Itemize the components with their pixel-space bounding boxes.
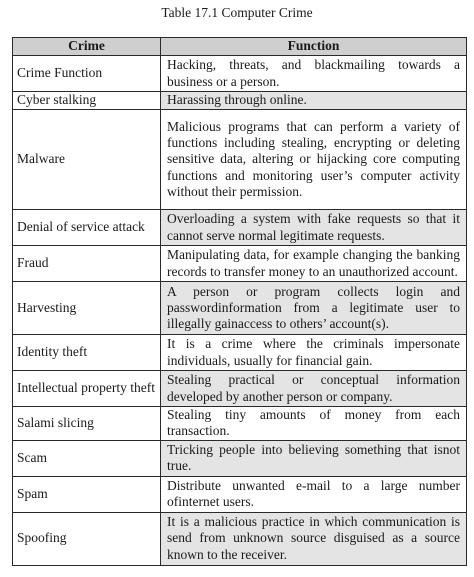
crime-cell: Salami slicing [13, 407, 161, 441]
table-row [13, 56, 467, 92]
function-cell: Distribute unwanted e-mail to a large number ofinternet users. [161, 476, 467, 512]
column-header-function: Function [161, 38, 467, 56]
crime-cell: Harvesting [13, 282, 161, 335]
table-row [13, 476, 467, 512]
table-row [13, 407, 467, 441]
header-row [13, 38, 467, 56]
crime-cell: Identity theft [13, 335, 161, 371]
table-row [13, 210, 467, 246]
table-row [13, 92, 467, 110]
crime-cell: Crime Function [13, 56, 161, 92]
function-cell: Stealing tiny amounts of money from each transaction. [161, 407, 467, 441]
table-row [13, 335, 467, 371]
table-row [13, 440, 467, 476]
function-cell: Manipulating data, for example changing the banking records to transfer money to an unauthorized account. [161, 246, 467, 282]
function-cell: Tricking people into believing something that isnot true. [161, 440, 467, 476]
function-cell: It is a crime where the criminals impersonate individuals, usually for financial gain. [161, 335, 467, 371]
crime-cell: Intellectual property theft [13, 371, 161, 407]
function-cell: Malicious programs that can perform a variety of functions including stealing, encrypting or deleting sensitive data, altering or hijacking core computing functions and monitoring user’s computer activity without their permission. [161, 110, 467, 210]
table-row [13, 282, 467, 335]
table-row [13, 512, 467, 565]
column-header-crime: Crime [13, 38, 161, 56]
crime-cell: Spam [13, 476, 161, 512]
crime-cell: Scam [13, 440, 161, 476]
table-row [13, 371, 467, 407]
crime-cell: Denial of service attack [13, 210, 161, 246]
function-cell: It is a malicious practice in which communication is send from unknown source disguised as a source known to the receiver. [161, 512, 467, 565]
table-row [13, 110, 467, 210]
crime-cell: Fraud [13, 246, 161, 282]
crime-cell: Malware [13, 110, 161, 210]
function-cell: Hacking, threats, and blackmailing towards a business or a person. [161, 56, 467, 92]
function-cell: Harassing through online. [161, 92, 467, 110]
crime-cell: Cyber stalking [13, 92, 161, 110]
crime-cell: Spoofing [13, 512, 161, 565]
function-cell: A person or program collects login and passwordinformation from a legitimate user to illegally gainaccess to others’ account(s). [161, 282, 467, 335]
computer-crime-table [12, 37, 467, 566]
table-row [13, 246, 467, 282]
function-cell: Overloading a system with fake requests so that it cannot serve normal legitimate requests. [161, 210, 467, 246]
table-caption: Table 17.1 Computer Crime [161, 5, 313, 20]
function-cell: Stealing practical or conceptual information developed by another person or company. [161, 371, 467, 407]
